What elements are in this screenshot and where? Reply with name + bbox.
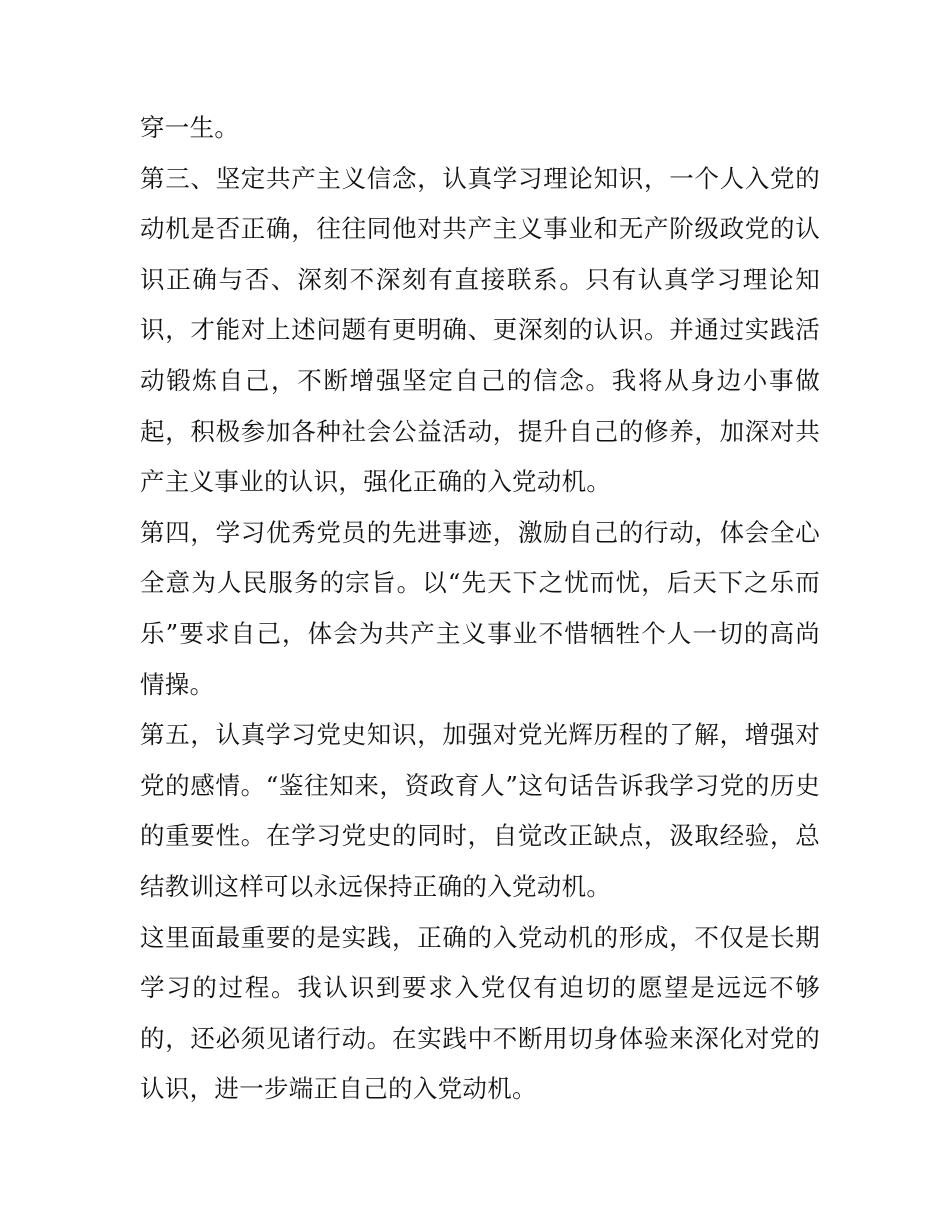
paragraph-third-point: 第三、坚定共产主义信念，认真学习理论知识，一个人入党的动机是否正确，往往同他对共产主义事业和无产阶级政党的认识正确与否、深刻不深刻有直接联系。只有认真学习理论知识，才能对上述问题有更明确、更深刻的认识。并通过实践活动锻炼自己，不断增强坚定自己的信念。我将从身边小事做起，积极参加各种社会公益活动，提升自己的修养，加深对共产主义事业的认识，强化正确的入党动机。 [140,163,820,497]
paragraph-continuation: 穿一生。 [140,113,240,142]
paragraph-fifth-point: 第五，认真学习党史知识，加强对党光辉历程的了解，增强对党的感情。“鉴往知来，资政育人”这句话告诉我学习党的历史的重要性。在学习党史的同时，自觉改正缺点，汲取经验，总结教训这样可以永远保持正确的入党动机。 [140,720,820,901]
document-body [140,103,820,1115]
paragraph-fourth-point: 第四，学习优秀党员的先进事迹，激励自己的行动，体会全心全意为人民服务的宗旨。以“先天下之忧而忧，后天下之乐而乐”要求自己，体会为共产主义事业不惜牺牲个人一切的高尚情操。 [140,517,820,699]
paragraph-conclusion: 这里面最重要的是实践，正确的入党动机的形成，不仅是长期学习的过程。我认识到要求入党仅有迫切的愿望是远远不够的，还必须见诸行动。在实践中不断用切身体验来深化对党的认识，进一步端正自己的入党动机。 [140,922,820,1104]
